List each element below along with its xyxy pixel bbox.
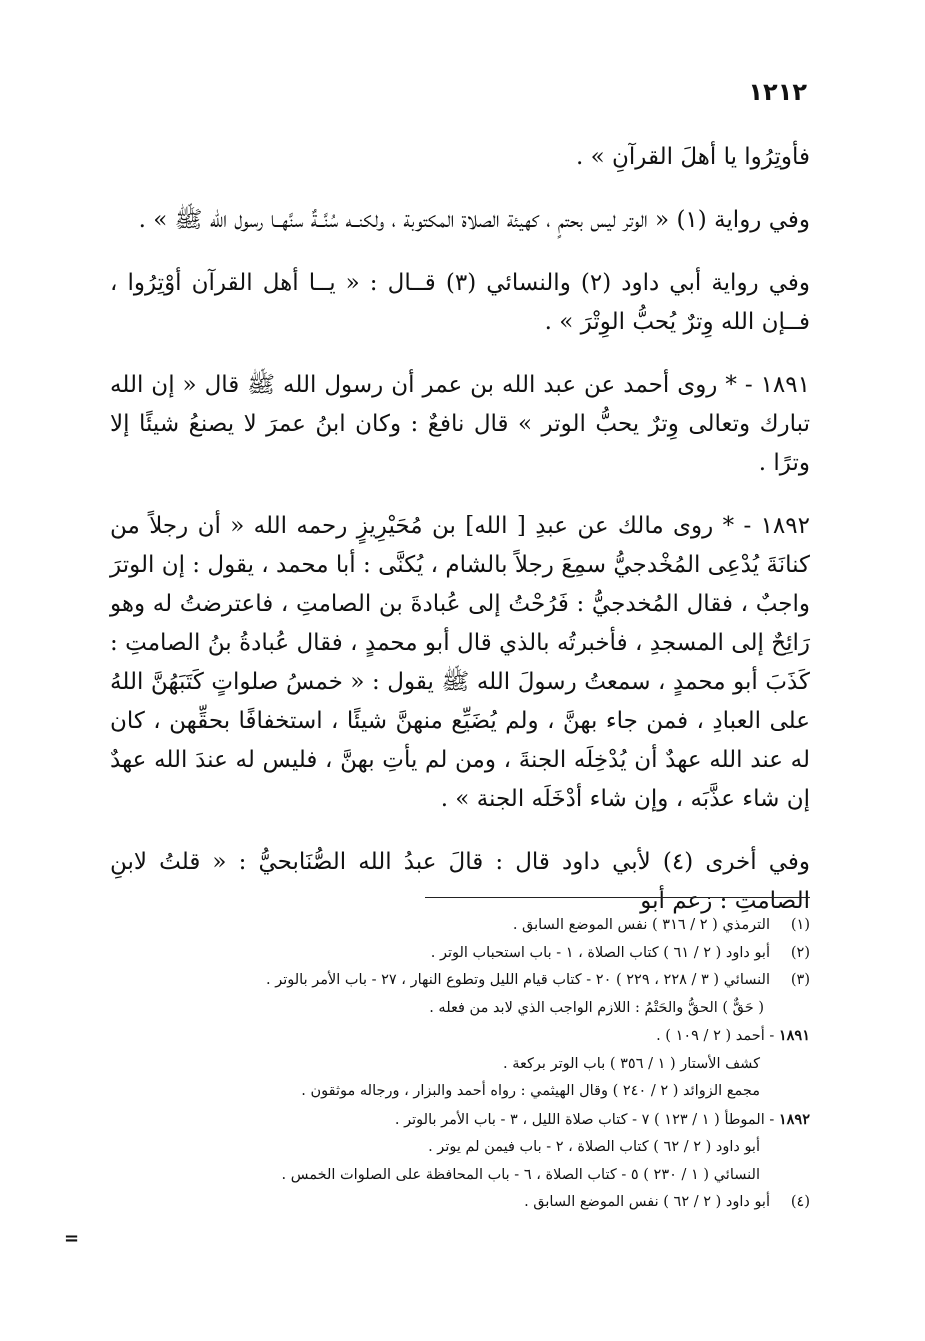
footnote-number: ١٨٩١: [778, 1027, 810, 1044]
footnote-number: (٣): [790, 972, 810, 988]
footnote-1891-source-2: [100, 1051, 810, 1079]
footnote-text: - أحمد ( ٢ / ١٠٩ ) .: [656, 1028, 775, 1044]
footnotes: [100, 912, 810, 1217]
footnote-number: (٢): [790, 944, 810, 961]
footnote-text: - الموطأ ( ١ / ١٢٣ ) ٧ - كتاب صلاة الليل ، ٣ - باب الأمر بالوتر .: [394, 1111, 775, 1128]
footnote-text: أبو داود ( ٢ / ٦٢ ) نفس الموضع السابق .: [524, 1194, 770, 1210]
paragraph-narration-2: وفي رواية أبي داود (٢) والنسائي (٣) قــال : « يــا أهل القرآن أوْتِرُوا ، فــإن الله وِترٌ يُحبُّ الوِتْرَ » .: [110, 270, 810, 335]
footnote-number: (١): [790, 917, 810, 933]
footnote-1892: [100, 1106, 810, 1135]
main-text: [110, 138, 810, 921]
paragraph-narration-1: وفي رواية (١) « الوتر ليس بحتمٍ ، كهيئة الصلاة المكتوبة ، ولكنــه سُنَّــةٌ سنَّهــا رسول الله ﷺ » .: [138, 207, 810, 233]
footnote-2: [100, 940, 810, 968]
footnote-1: [100, 912, 810, 940]
footnote-1891-source-3: [100, 1078, 810, 1106]
footnote-gloss: [100, 995, 810, 1023]
footnote-text: النسائي ( ١ / ٢٣٠ ) ٥ - كتاب الصلاة ، ٦ - باب المحافظة على الصلوات الخمس .: [281, 1166, 760, 1183]
footnote-4: [100, 1189, 810, 1217]
footnote-text: أبو داود ( ٢ / ٦١ ) كتاب الصلاة ، ١ - باب استحباب الوتر .: [430, 944, 770, 961]
footnote-text: كشف الأستار ( ١ / ٣٥٦ ) باب الوتر بركعة .: [503, 1055, 760, 1072]
footnote-1892-source-2: [100, 1134, 810, 1162]
paragraph-continuation: فأوتِرُوا يا أهلَ القرآنِ » .: [576, 144, 810, 170]
footnote-1892-source-3: [100, 1162, 810, 1190]
continuation-mark: =: [64, 1228, 80, 1249]
footnote-text: الترمذي ( ٢ / ٣١٦ ) نفس الموضع السابق .: [512, 917, 770, 933]
footnote-divider: [425, 897, 810, 898]
footnote-3: [100, 967, 810, 995]
footnote-text: مجمع الزوائد ( ٢ / ٢٤٠ ) وقال الهيثمي : رواه أحمد والبزار ، ورجاله موثقون .: [301, 1083, 760, 1099]
hadith-1891: ١٨٩١ - * روى أحمد عن عبد الله بن عمر أن رسول الله ﷺ قال « إن الله تبارك وتعالى وِترٌ يحبُّ الوتر » قال نافعٌ : وكان ابنُ عمرَ لا يصنعُ شيئًا إلا وترًا .: [110, 372, 810, 476]
paragraph-other-narration: وفي أخرى (٤) لأبي داود قال : قالَ عبدُ الله الصُّنَابحيُّ : « قلتُ لابنِ الصامتِ : زعم أبو: [110, 849, 811, 914]
footnote-1891: [100, 1022, 810, 1051]
footnote-number: (٤): [790, 1194, 810, 1210]
footnote-text: أبو داود ( ٢ / ٦٢ ) كتاب الصلاة ، ٢ - باب فيمن لم يوتر .: [428, 1139, 760, 1155]
page-number: ١٢١٢: [748, 78, 807, 106]
footnote-text: ( حَقٌّ ) الحقُّ والحَتْمُ : اللازم الواجب الذي لابد من فعله .: [429, 999, 764, 1016]
footnote-text: النسائي ( ٣ / ٢٢٨ ، ٢٢٩ ) ٢٠ - كتاب قيام الليل وتطوع النهار ، ٢٧ - باب الأمر بالوتر .: [265, 972, 770, 988]
footnote-number: ١٨٩٢: [778, 1110, 810, 1128]
hadith-1892: ١٨٩٢ - * روى مالك عن عبدِ [ الله] بن مُحَيْرِيزٍ رحمه الله « أن رجلاً من كنانَةَ يُدْعِى المُخْدجيُّ سمِعَ رجلاً بالشام ، يُكنَّى : أبا محمد ، يقول : إن الوترَ واجبٌ ، فقال المُخدجيُّ : فَرُحْتُ إلى عُبادةَ بن الصامتِ ، فاعترضتُ له وهو رَائِحٌ إلى المسجدِ ، فأخبرتُه بالذي قال أبو محمدٍ ، فقال عُبادةُ بنُ الصامتِ : كَذَبَ أبو محمدٍ ، سمعتُ رسولَ الله ﷺ يقول : « خمسُ صلواتٍ كَتَبَهُنَّ اللهُ على العبادِ ، فمن جاء بهنَّ ، ولم يُضَيِّع منهنَّ شيئًا ، استخفافًا بحقِّهن ، كان له عند الله عهدٌ أن يُدْخِلَه الجنةَ ، ومن لم يأتِ بهنَّ ، فليس له عندَ الله عهدٌ إن شاء عذَّبَه ، وإن شاء أدْخَلَه الجنة » .: [110, 513, 810, 812]
